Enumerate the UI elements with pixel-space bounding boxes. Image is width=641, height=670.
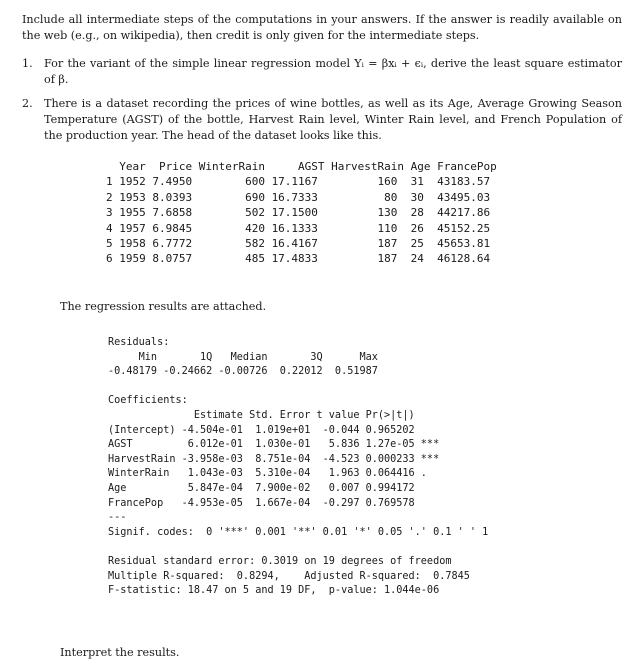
regression-output [108,336,488,599]
output-line: Estimate Std. Error t value Pr(>|t|) [108,409,440,421]
output-line: Residuals: [108,337,170,348]
question-1-number: 1. [22,57,33,70]
dataset-row: 6 1959 8.0757 485 17.4833 187 24 46128.64 [106,252,491,266]
dataset-row: 5 1958 6.7772 582 16.4167 187 25 45653.81 [106,237,491,251]
output-line: Min 1Q Median 3Q Max [108,351,385,363]
output-line: WinterRain 1.043e-03 5.310e-04 1.963 0.064416 . [108,468,440,480]
dataset-header-row: Year Price WinterRain AGST HarvestRain Age FrancePop [106,160,497,173]
output-line: (Intercept) -4.504e-01 1.019e+01 -0.044 0.965202 [108,424,440,436]
output-line: Residual standard error: 0.3019 on 19 degrees of freedom [108,555,452,567]
dataset-row: 1 1952 7.4950 600 17.1167 160 31 43183.57 [106,175,491,189]
dataset-row: 4 1957 6.9845 420 16.1333 110 26 45152.25 [106,221,491,235]
question-1-text: For the variant of the simple linear regression model Yᵢ = βxᵢ + ϵᵢ, derive the least square estimator of β. [44,57,622,86]
output-line: AGST 6.012e-01 1.030e-01 5.836 1.27e-05 *** [108,439,440,451]
question-2-number: 2. [22,97,33,110]
question-1 [22,56,622,88]
dataset-row: 2 1953 8.0393 690 16.7333 80 30 43495.03 [106,190,491,204]
question-2-text: There is a dataset recording the prices of wine bottles, as well as its Age, Average Growing Season Temperature (AGST) of the bottle, Harvest Rain level, Winter Rain level, and French Population of the production year. The head of the dataset looks like this. [44,97,622,142]
dataset-head-table [106,159,497,267]
output-line: Multiple R-squared: 0.8294, Adjusted R-squared: 0.7845 [108,570,477,582]
attached-note: The regression results are attached. [60,300,267,313]
instructions-paragraph: Include all intermediate steps of the computations in your answers. If the answer is readily available on the web (e.g., on wikipedia), then credit is only given for the intermediate steps. [22,13,622,42]
output-line: Coefficients: [108,395,188,407]
output-line: HarvestRain -3.958e-03 8.751e-04 -4.523 0.000233 *** [108,453,440,465]
output-line: Signif. codes: 0 '***' 0.001 '**' 0.01 '*' 0.05 '.' 0.1 ' ' 1 [108,526,489,538]
closing-instruction: Interpret the results. [60,646,180,659]
output-line: --- [108,512,127,524]
output-line: Age 5.847e-04 7.900e-02 0.007 0.994172 [108,482,440,494]
output-line: FrancePop -4.953e-05 1.667e-04 -0.297 0.769578 [108,497,440,509]
output-line: F-statistic: 18.47 on 5 and 19 DF, p-value: 1.044e-06 [108,585,440,597]
output-line: -0.48179 -0.24662 -0.00726 0.22012 0.51987 [108,366,385,378]
dataset-row: 3 1955 7.6858 502 17.1500 130 28 44217.86 [106,206,491,220]
question-2 [22,96,622,144]
